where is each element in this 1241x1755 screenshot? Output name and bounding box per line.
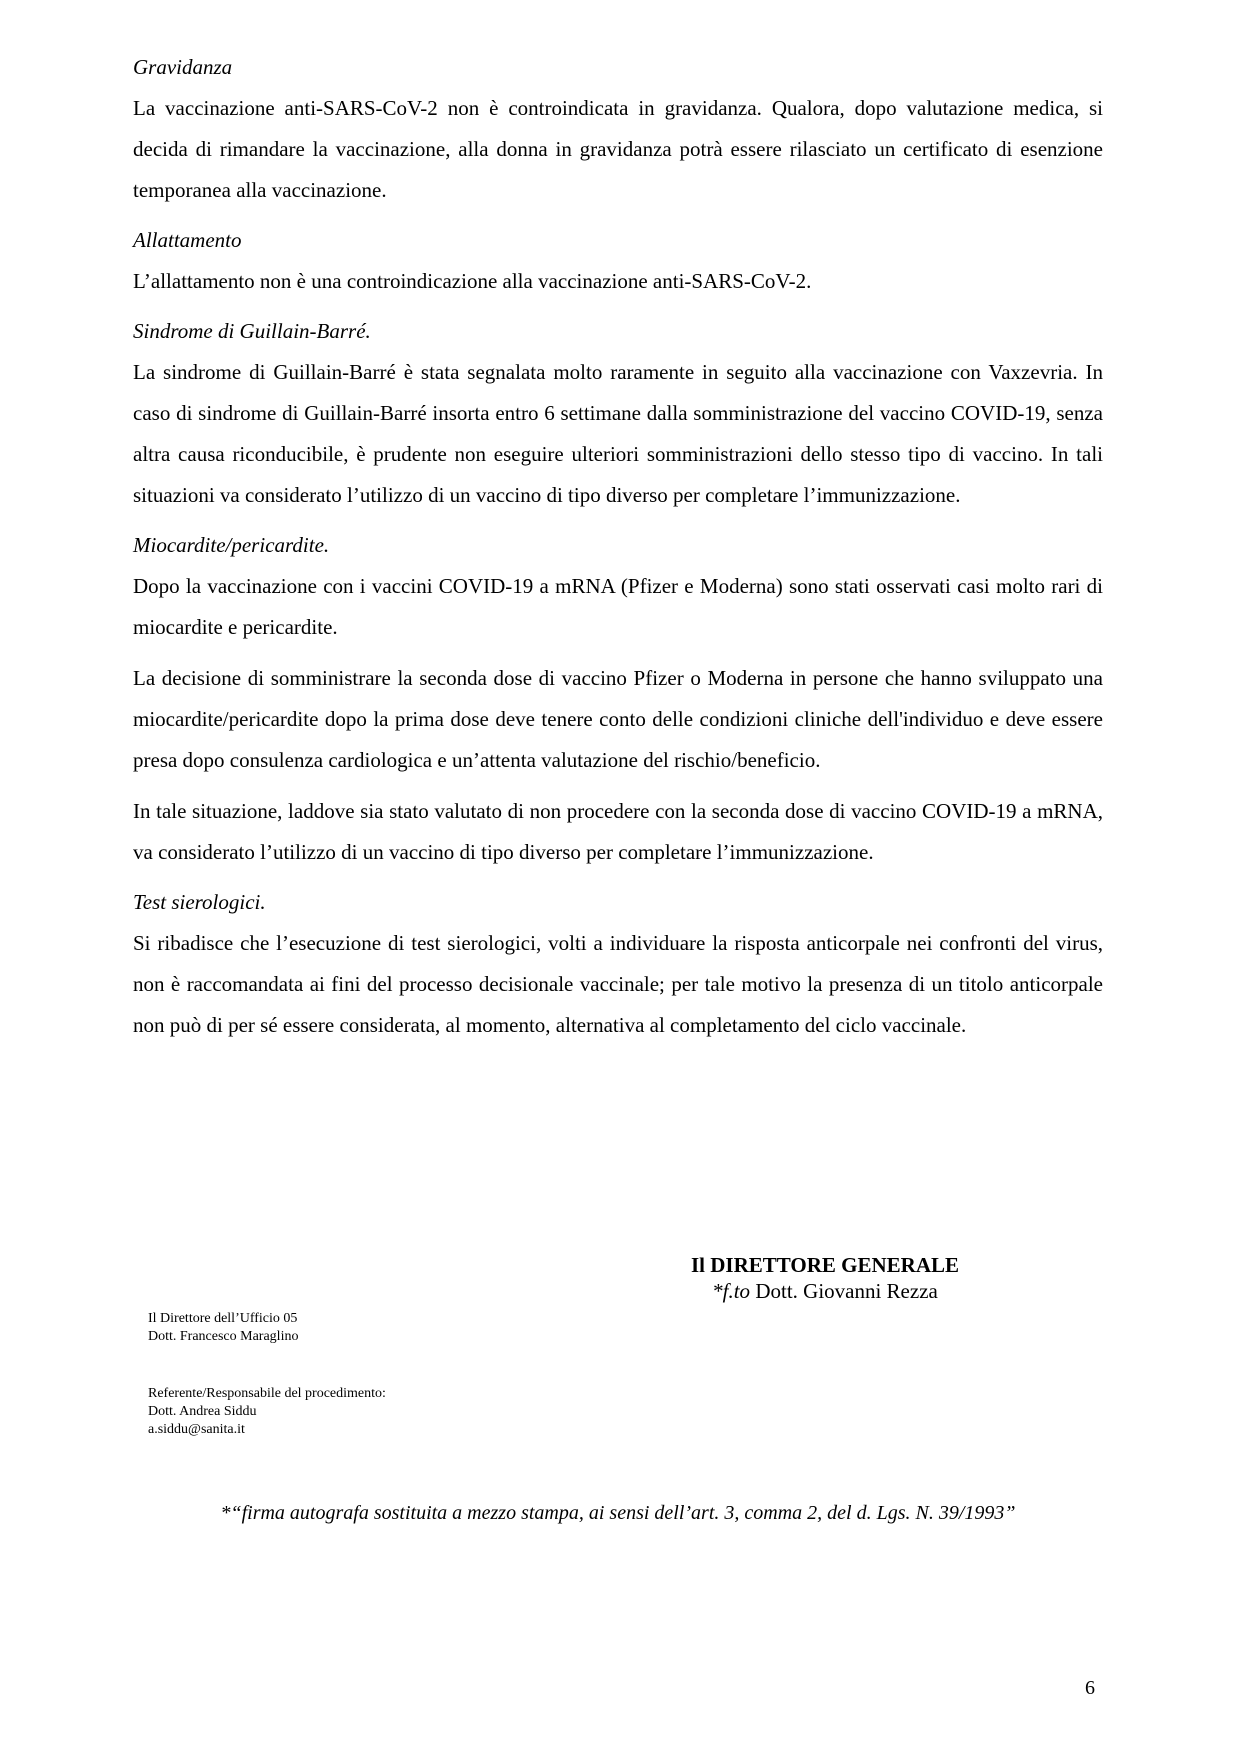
section-heading: Test sierologici. xyxy=(133,890,266,914)
paragraph: Si ribadisce che l’esecuzione di test sierologici, volti a individuare la risposta anticorpale nei confronti del virus, non è raccomandata ai fini del processo decisionale vaccinale; per tale motivo la presenza di un titolo anticorpale non può di per sé essere considerata, al momento, alternativa al completamento del ciclo vaccinale. xyxy=(133,931,1103,1037)
section-test-sierologici xyxy=(133,887,1103,1046)
signature-line xyxy=(660,1278,990,1304)
office-director-name: Dott. Francesco Maraglino xyxy=(148,1329,299,1344)
footnote: *“firma autografa sostituita a mezzo stampa, ai sensi dell’art. 3, comma 2, del d. Lgs. N. 39/1993” xyxy=(220,1502,1016,1524)
referent-block xyxy=(148,1385,386,1439)
paragraph: Dopo la vaccinazione con i vaccini COVID-19 a mRNA (Pfizer e Moderna) sono stati osservati casi molto rari di miocardite e pericardite. xyxy=(133,574,1103,639)
office-director-role: Il Direttore dell’Ufficio 05 xyxy=(148,1311,298,1326)
office-director-block xyxy=(148,1310,298,1346)
signature-name: Dott. Giovanni Rezza xyxy=(755,1279,938,1303)
section-guillain-barre xyxy=(133,316,1103,516)
paragraph: In tale situazione, laddove sia stato valutato di non procedere con la seconda dose di vaccino COVID-19 a mRNA, va considerato l’utilizzo di un vaccino di tipo diverso per completare l’immunizzazione. xyxy=(133,799,1103,864)
referent-name: Dott. Andrea Siddu xyxy=(148,1404,257,1419)
signature-prefix: *f.to xyxy=(712,1279,751,1303)
paragraph: La sindrome di Guillain-Barré è stata segnalata molto raramente in seguito alla vaccinazione con Vaxzevria. In caso di sindrome di Guillain-Barré insorta entro 6 settimane dalla somministrazione del vaccino COVID-19, senza altra causa riconducibile, è prudente non eseguire ulteriori somministrazioni dello stesso tipo di vaccino. In tali situazioni va considerato l’utilizzo di un vaccino di tipo diverso per completare l’immunizzazione. xyxy=(133,360,1103,507)
paragraph: La vaccinazione anti-SARS-CoV-2 non è controindicata in gravidanza. Qualora, dopo valutazione medica, si decida di rimandare la vaccinazione, alla donna in gravidanza potrà essere rilasciato un certificato di esenzione temporanea alla vaccinazione. xyxy=(133,96,1103,202)
signature-title: Il DIRETTORE GENERALE xyxy=(690,1253,960,1277)
referent-email: a.siddu@sanita.it xyxy=(148,1422,245,1437)
paragraph: L’allattamento non è una controindicazione alla vaccinazione anti-SARS-CoV-2. xyxy=(133,269,812,293)
page-number: 6 xyxy=(1085,1677,1095,1699)
section-heading: Gravidanza xyxy=(133,55,233,79)
referent-role: Referente/Responsabile del procedimento: xyxy=(148,1386,386,1401)
section-heading: Miocardite/pericardite. xyxy=(133,533,330,557)
paragraph: La decisione di somministrare la seconda dose di vaccino Pfizer o Moderna in persone che hanno sviluppato una miocardite/pericardite dopo la prima dose deve tenere conto delle condizioni cliniche dell'individuo e deve essere presa dopo consulenza cardiologica e un’attenta valutazione del rischio/beneficio. xyxy=(133,666,1103,772)
section-heading: Sindrome di Guillain-Barré. xyxy=(133,319,371,343)
main-content xyxy=(133,52,1103,1060)
signature-block xyxy=(660,1252,990,1304)
section-allattamento xyxy=(133,225,1103,302)
section-miocardite xyxy=(133,530,1103,873)
section-gravidanza xyxy=(133,52,1103,211)
section-heading: Allattamento xyxy=(133,228,242,252)
